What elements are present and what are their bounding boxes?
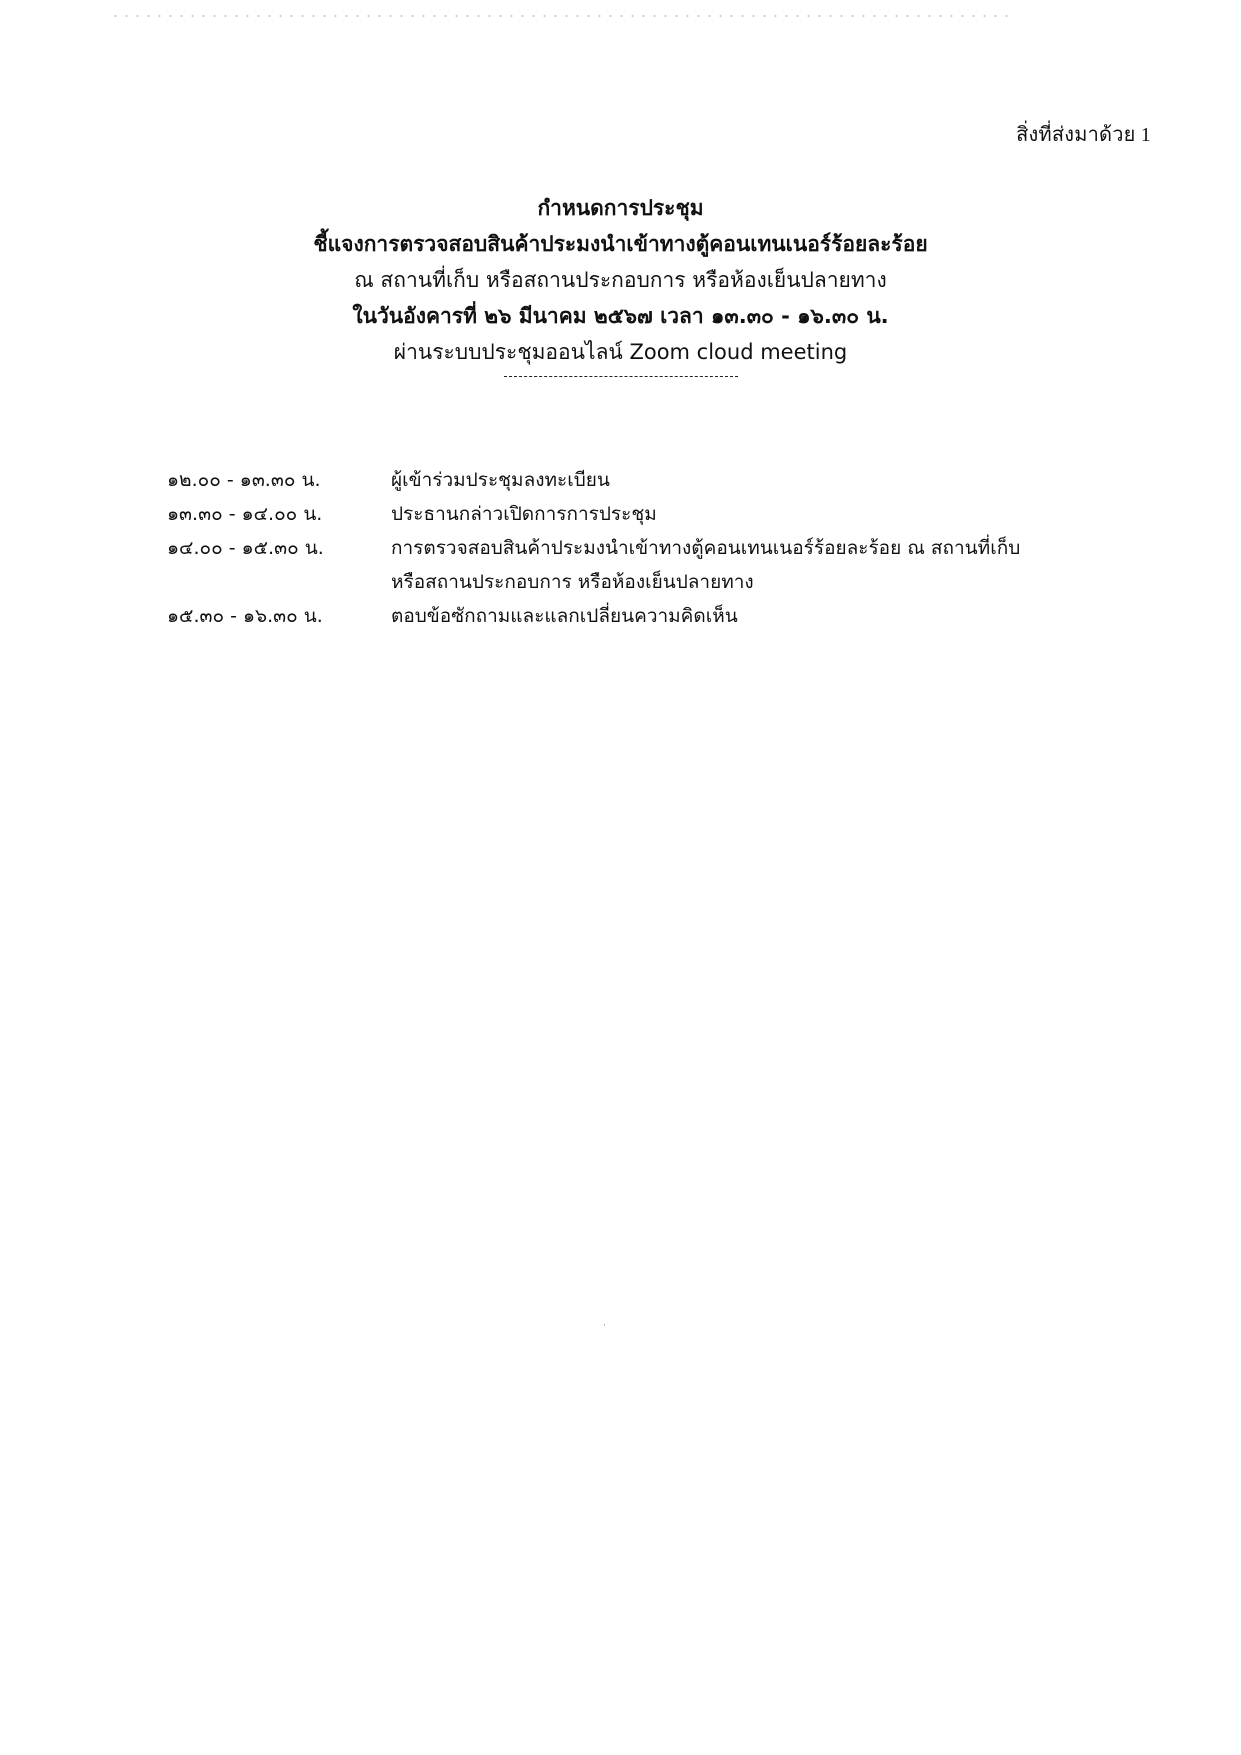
heading-subject: ชี้แจงการตรวจสอบสินค้าประมงนำเข้าทางตู้คอนเทนเนอร์ร้อยละร้อย — [313, 232, 928, 256]
heading-date-time: ในวันอังคารที่ ๒๖ มีนาคม ๒๕๖๗ เวลา ๑๓.๓๐ - ๑๖.๓๐ น. — [352, 304, 889, 328]
agenda-list — [167, 463, 1087, 633]
agenda-time: ๑๕.๓๐ - ๑๖.๓๐ น. — [167, 605, 323, 627]
heading-title: กำหนดการประชุม — [537, 196, 704, 220]
agenda-row — [167, 463, 1087, 497]
agenda-description — [391, 463, 1081, 497]
agenda-description — [391, 497, 1081, 531]
agenda-description-line: ตอบข้อซักถามและแลกเปลี่ยนความคิดเห็น — [391, 605, 738, 627]
heading-platform: ผ่านระบบประชุมออนไลน์ Zoom cloud meeting — [393, 340, 848, 364]
agenda-description-line: ประธานกล่าวเปิดการการประชุม — [391, 503, 657, 525]
document-heading — [0, 190, 1241, 377]
agenda-description-line: ผู้เข้าร่วมประชุมลงทะเบียน — [391, 469, 610, 491]
scan-speck: · — [603, 1320, 606, 1330]
agenda-time: ๑๒.๐๐ - ๑๓.๓๐ น. — [167, 469, 321, 491]
agenda-row — [167, 531, 1087, 599]
heading-divider — [504, 376, 738, 377]
agenda-description — [391, 531, 1081, 599]
agenda-description — [391, 599, 1081, 633]
enclosure-label: สิ่งที่ส่งมาด้วย 1 — [1016, 124, 1151, 146]
agenda-description-line: หรือสถานประกอบการ หรือห้องเย็นปลายทาง — [391, 571, 754, 593]
agenda-time: ๑๔.๐๐ - ๑๕.๓๐ น. — [167, 537, 324, 559]
agenda-time: ๑๓.๓๐ - ๑๔.๐๐ น. — [167, 503, 323, 525]
agenda-description-line: การตรวจสอบสินค้าประมงนำเข้าทางตู้คอนเทนเนอร์ร้อยละร้อย ณ สถานที่เก็บ — [391, 537, 1021, 559]
heading-location: ณ สถานที่เก็บ หรือสถานประกอบการ หรือห้องเย็นปลายทาง — [354, 268, 887, 292]
agenda-row — [167, 497, 1087, 531]
scan-artifact-dots — [110, 14, 1010, 18]
agenda-row — [167, 599, 1087, 633]
